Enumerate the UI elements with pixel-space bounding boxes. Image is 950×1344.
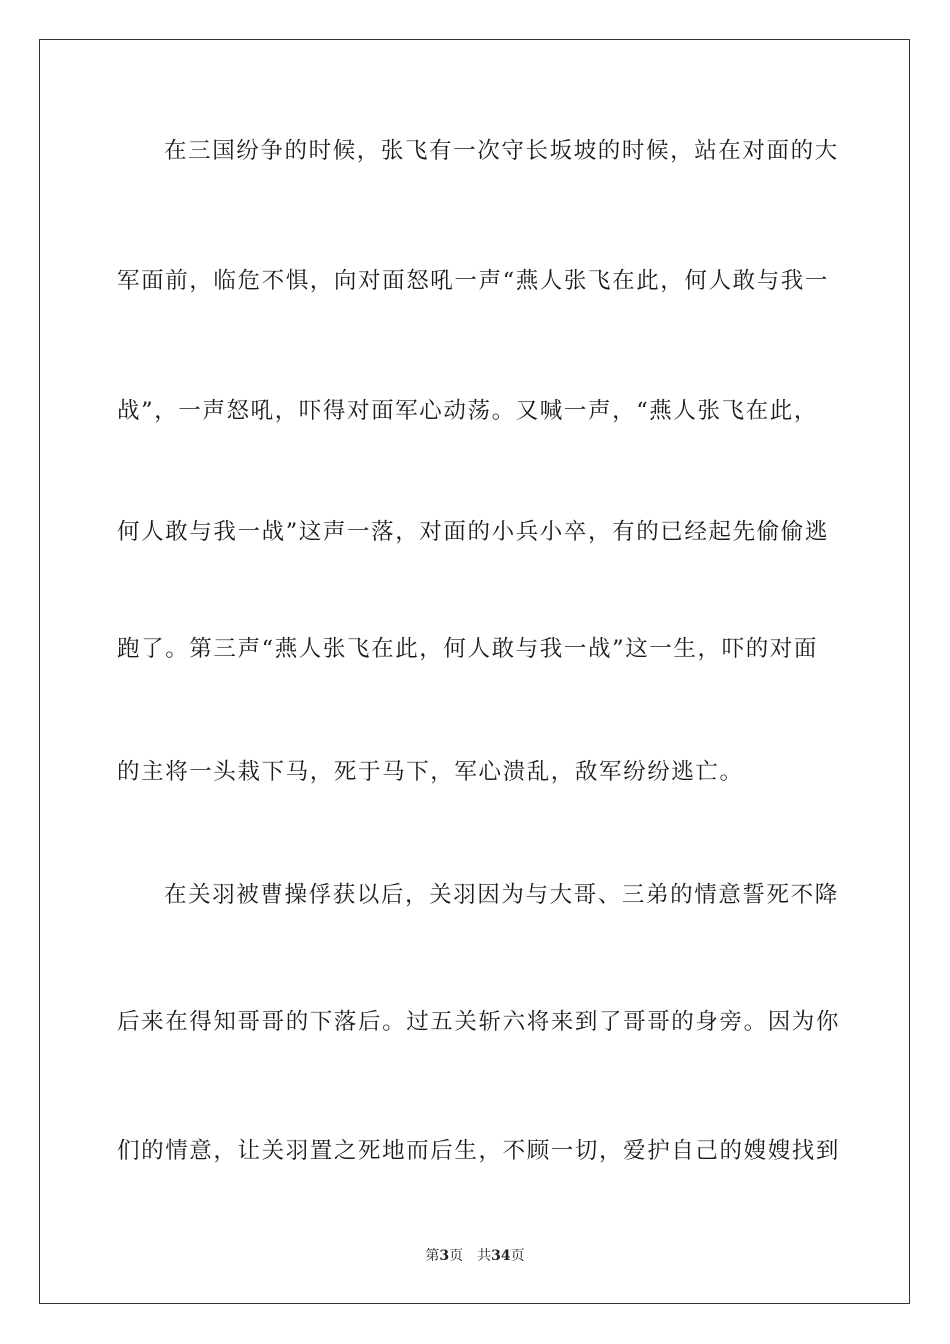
- paragraph-1-line-1: 在三国纷争的时候，张飞有一次守长坂坡的时候，站在对面的大: [164, 138, 839, 164]
- paragraph-1-line-4: 何人敢与我一战”这声一落，对面的小兵小卒，有的已经起先偷偷逃: [117, 519, 830, 545]
- page-footer: [0, 1246, 950, 1266]
- paragraph-1-line-5: 跑了。第三声“燕人张飞在此，何人敢与我一战”这一生，吓的对面: [117, 636, 819, 662]
- page-border: [39, 39, 910, 1304]
- footer-page-number: 3: [439, 1248, 450, 1264]
- footer-total-suffix: 页: [510, 1248, 525, 1264]
- paragraph-1-line-6: 的主将一头栽下马，死于马下，军心溃乱，敌军纷纷逃亡。: [117, 759, 744, 785]
- paragraph-2-line-3: 们的情意，让关羽置之死地而后生，不顾一切，爱护自己的嫂嫂找到: [117, 1138, 841, 1164]
- footer-page-suffix: 页: [449, 1248, 464, 1264]
- paragraph-2-line-1: 在关羽被曹操俘获以后，关羽因为与大哥、三弟的情意誓死不降: [164, 882, 839, 908]
- paragraph-2-line-2: 后来在得知哥哥的下落后。过五关斩六将来到了哥哥的身旁。因为你: [117, 1009, 841, 1035]
- footer-page-prefix: 第: [425, 1248, 440, 1264]
- footer-total-pages: 34: [491, 1248, 511, 1264]
- footer-total-prefix: 共: [477, 1248, 492, 1264]
- paragraph-1-line-3: 战”，一声怒吼，吓得对面军心动荡。又喊一声，“燕人张飞在此，: [117, 398, 819, 424]
- paragraph-1-line-2: 军面前，临危不惧，向对面怒吼一声“燕人张飞在此，何人敢与我一: [117, 268, 830, 294]
